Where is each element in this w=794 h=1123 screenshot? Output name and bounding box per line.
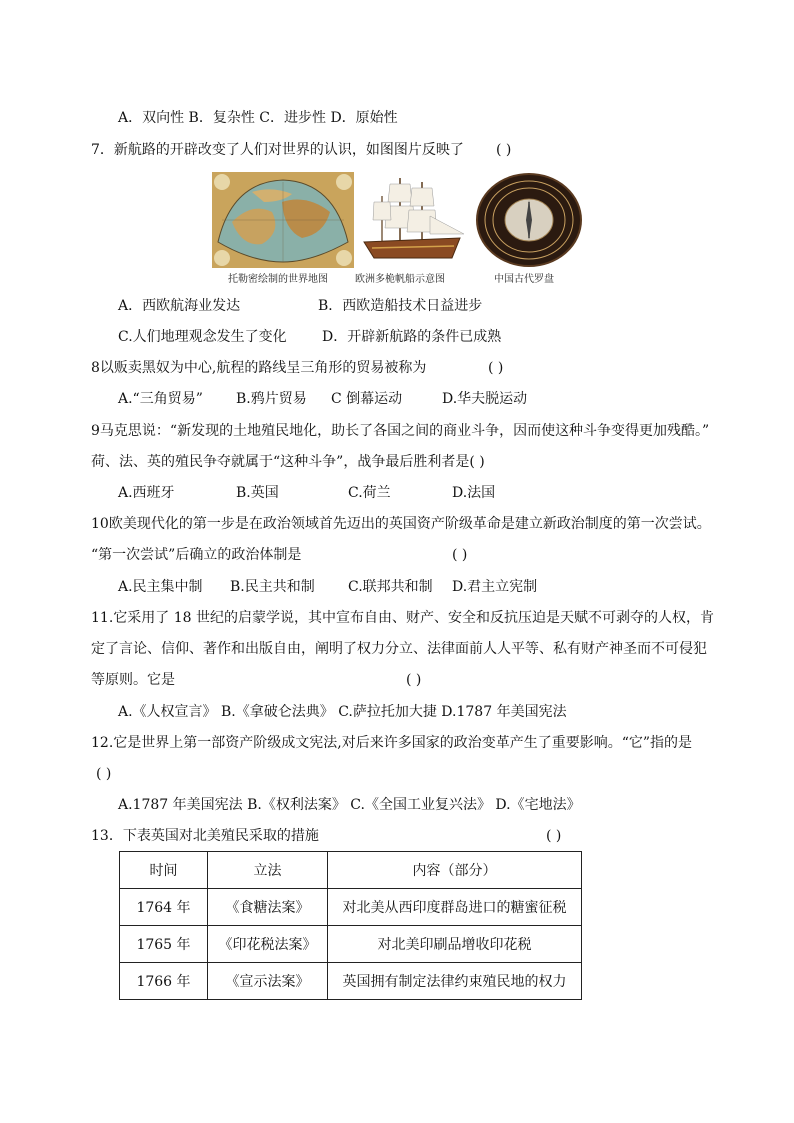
q9-option-c: C.荷兰 <box>348 485 391 501</box>
table-cell: 英国拥有制定法律约束殖民地的权力 <box>328 963 582 1000</box>
table-row <box>120 889 582 926</box>
q9-option-b: B.英国 <box>236 485 279 501</box>
q10-line2: “第一次尝试”后确立的政治体制是 <box>91 547 302 563</box>
q12-answer-paren: ( ) <box>96 766 112 782</box>
q11-options: A.《人权宣言》 B.《拿破仑法典》 C.萨拉托加大捷 D.1787 年美国宪法 <box>118 704 567 720</box>
table-cell: 《印花税法案》 <box>208 926 328 963</box>
table-cell: 《宣示法案》 <box>208 963 328 1000</box>
table-header-cell: 立法 <box>208 852 328 889</box>
compass-caption: 中国古代罗盘 <box>494 274 554 285</box>
q9-option-d: D.法国 <box>452 485 496 501</box>
sailing-ship-figure <box>355 172 470 285</box>
q7-answer-paren: ( ) <box>496 142 512 158</box>
table-header-cell: 内容（部分） <box>328 852 582 889</box>
q11-answer-paren: ( ) <box>406 672 422 688</box>
table-cell: 1765 年 <box>120 926 208 963</box>
q10-option-d: D.君主立宪制 <box>452 579 538 595</box>
q8-stem: 8以贩卖黑奴为中心,航程的路线呈三角形的贸易被称为 <box>91 360 427 376</box>
q6-options: A．双向性 B．复杂性 C．进步性 D．原始性 <box>118 110 398 126</box>
table-header-cell: 时间 <box>120 852 208 889</box>
q10-answer-paren: ( ) <box>452 547 468 563</box>
table-cell: 对北美从西印度群岛进口的糖蜜征税 <box>328 889 582 926</box>
q9-line2: 荷、法、英的殖民争夺就属于“这种斗争”，战争最后胜利者是( ) <box>91 454 485 470</box>
table-cell: 对北美印刷品增收印花税 <box>328 926 582 963</box>
table-row <box>120 926 582 963</box>
world-map-caption: 托勒密绘制的世界地图 <box>228 274 328 285</box>
q7-figures <box>212 172 582 284</box>
q8-option-c: C 倒幕运动 <box>331 391 403 407</box>
q8-option-a: A.“三角贸易” <box>118 391 203 407</box>
world-map-icon <box>212 172 354 268</box>
q12-options: A.1787 年美国宪法 B.《权利法案》 C.《全国工业复兴法》 D.《宅地法》 <box>118 797 581 813</box>
q8-option-d: D.华夫脱运动 <box>442 391 528 407</box>
q11-line1: 11.它采用了 18 世纪的启蒙学说，其中宣布自由、财产、安全和反抗压迫是天赋不可剥夺的人权，肯 <box>91 610 714 626</box>
q7-option-c: C.人们地理观念发生了变化 <box>118 329 287 345</box>
sailing-ship-caption: 欧洲多桅帆船示意图 <box>355 274 445 285</box>
british-measures-table <box>119 851 582 1000</box>
world-map-figure <box>212 172 354 285</box>
table-cell: 《食糖法案》 <box>208 889 328 926</box>
q8-option-b: B.鸦片贸易 <box>236 391 307 407</box>
q11-line3: 等原则。它是 <box>91 672 175 688</box>
compass-icon <box>476 172 582 268</box>
table-cell: 1766 年 <box>120 963 208 1000</box>
q10-option-b: B.民主共和制 <box>230 579 315 595</box>
sailing-ship-icon <box>360 172 470 268</box>
compass-figure <box>476 172 582 285</box>
q13-answer-paren: ( ) <box>546 828 562 844</box>
q7-stem: 7．新航路的开辟改变了人们对世界的认识，如图图片反映了 <box>91 142 464 158</box>
q12-line1: 12.它是世界上第一部资产阶级成文宪法,对后来许多国家的政治变革产生了重要影响。“它”指的是 <box>91 735 693 751</box>
q10-line1: 10欧美现代化的第一步是在政治领域首先迈出的英国资产阶级革命是建立新政治制度的第一次尝试。 <box>91 516 711 532</box>
q10-option-c: C.联邦共和制 <box>348 579 433 595</box>
table-row <box>120 963 582 1000</box>
q8-answer-paren: ( ) <box>488 360 504 376</box>
q10-option-a: A.民主集中制 <box>118 579 203 595</box>
q7-option-a: A．西欧航海业发达 <box>118 298 241 314</box>
q9-option-a: A.西班牙 <box>118 485 175 501</box>
q9-line1: 9马克思说：“新发现的土地殖民地化，助长了各国之间的商业斗争，因而使这种斗争变得更加残酷。” <box>91 423 710 439</box>
q11-line2: 定了言论、信仰、著作和出版自由，阐明了权力分立、法律面前人人平等、私有财产神圣而不可侵犯 <box>91 641 707 657</box>
q7-option-d: D．开辟新航路的条件已成熟 <box>322 329 502 345</box>
q7-option-b: B．西欧造船技术日益进步 <box>318 298 483 314</box>
table-cell: 1764 年 <box>120 889 208 926</box>
q13-stem: 13．下表英国对北美殖民采取的措施 <box>91 828 319 844</box>
table-header-row <box>120 852 582 889</box>
